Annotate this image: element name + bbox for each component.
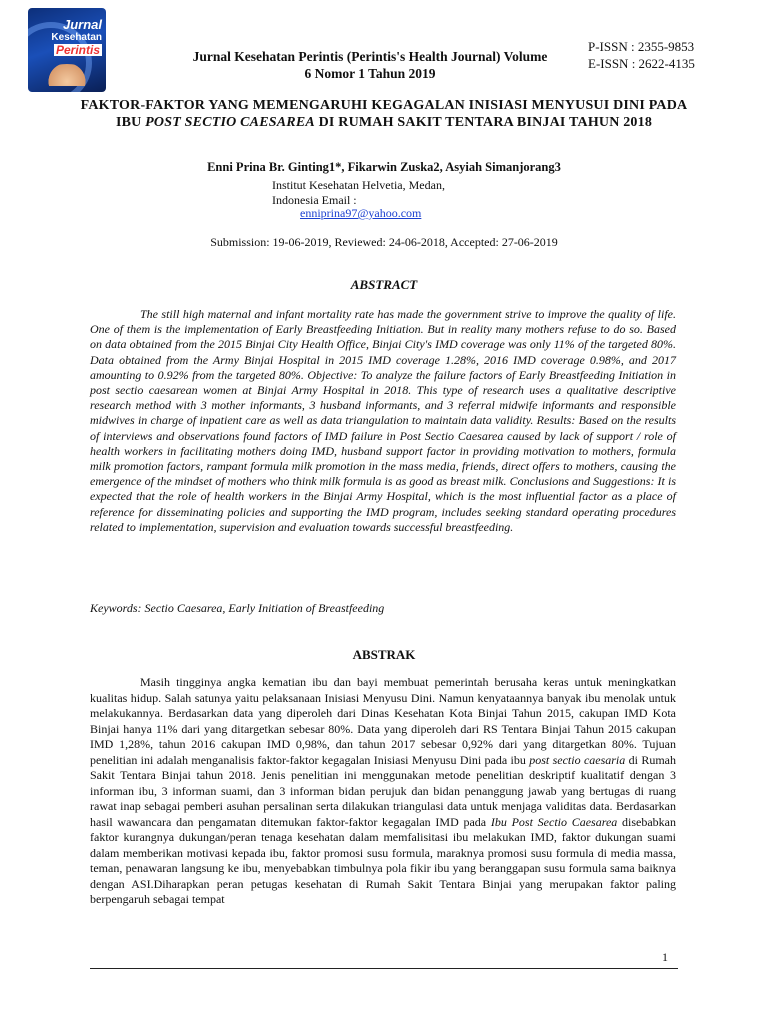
submission-dates: Submission: 19-06-2019, Reviewed: 24-06-2018, Accepted: 27-06-2019	[210, 235, 558, 249]
logo-hands-graphic	[42, 64, 92, 86]
abstrak-italic-1: post sectio caesaria	[529, 752, 626, 767]
country-email-label: Indonesia Email :	[272, 193, 357, 207]
keywords: Keywords: Sectio Caesarea, Early Initiation of Breastfeeding	[90, 601, 385, 615]
abstrak-text-2: di Rumah Sakit Tentara Binjai tahun 2018. Jenis penelitian ini menggunakan metode penelitian deskriptif kualitatif dengan 3 informan ibu, 3 informan suami, dan 3 informan bidan perujuk dan bidan penanggung jawab yang bertugas di ruang rawat inap sebagai pemberi asuhan persalinan serta dilakukan triangulasi data untuk menjaga validitas data. Berdasarkan hasil wawancara dan pengamatan ditemukan faktor-faktor kegagalan IMD pada	[90, 752, 676, 829]
abstract-heading: ABSTRACT	[350, 277, 418, 292]
abstrak-heading: ABSTRAK	[352, 647, 416, 662]
logo-text-jurnal: Jurnal	[62, 17, 102, 32]
journal-logo	[28, 8, 106, 92]
title-part-2: DI RUMAH SAKIT TENTARA BINJAI TAHUN 2018	[314, 115, 653, 130]
logo-text-kesehatan: Kesehatan	[51, 32, 102, 43]
logo-text-perintis: Perintis	[55, 43, 100, 57]
journal-header: Jurnal Kesehatan Perintis (Perintis's Health Journal) Volume 6 Nomor 1 Tahun 2019	[192, 49, 548, 81]
abstrak-italic-2: Ibu Post Sectio Caesarea	[490, 814, 618, 829]
affiliation	[272, 178, 445, 208]
institution: Institut Kesehatan Helvetia, Medan,	[272, 178, 445, 192]
abstract-body: The still high maternal and infant mortality rate has made the government strive to improve the quality of life. One of them is the implementation of Early Breastfeeding Initiation. But in reality many mothers refuse to do so. Based on data obtained from the 2015 Binjai City Health Office, Binjai City's IMD coverage was only 11% of the targeted 80%. Data obtained from the Army Binjai Hospital in 2015 IMD coverage 1.28%, 2016 IMD coverage 0.98%, and 2017 amounting to 0.92% from the targeted 80%. Objective: To analyze the failure factors of Early Breastfeeding Initiation in post sectio caesarean women at Binjai Army Hospital in 2018. This type of research uses a qualitative descriptive research method with 3 mother informants, 3 husband informants, and 3 referral midwife informants and responsible midwives in charge of inpatient care as well as data triangulation to maintain data validity. Results: Based on the results of interviews and observations found factors of IMD failure in Post Sectio Caesarea caused by lack of support / role of health workers in facilitating mothers doing IMD, husband support factor in providing motivation to mothers, formula milk promotion factors, rampant formula milk promotion in the mass media, friends, direct offers to mothers, causing the emergence of the mindset of mothers who think milk formula is as good as breast milk. Conclusions and Suggestions: It is expected that the role of health workers in the Binjai Army Hospital, which is the most influential factor as a place of reference for disseminating policies and supporting the IMD program, includes seeking standard operating procedures related to implementation, supervision and evaluation towards successful breastfeeding.	[90, 307, 676, 534]
abstrak-text-3: disebabkan faktor kurangnya dukungan/peran tenaga kesehatan dalam memfalisitasi ibu melakukan IMD, faktor dukungan suami dalam memberikan motivasi kepada ibu, faktor promosi susu formula, maraknya promosi susu formula di media massa, teman, penawaran langsung ke ibu, menyebabkan timbulnya pola fikir ibu yang beranggapan susu formula sama baiknya dengan ASI.Diharapkan peran petugas kesehatan di Rumah Sakit Tentara Binjai yang merupakan faktor paling berpengaruh sebagai tempat	[90, 814, 676, 906]
footer-rule	[90, 968, 678, 969]
author-email-link[interactable]: enniprina97@yahoo.com	[300, 206, 422, 220]
abstrak-text-1: Masih tingginya angka kematian ibu dan bayi membuat pemerintah berusaha keras untuk meningkatkan kualitas hidup. Salah satunya yaitu pelaksanaan Inisiasi Menyusu Dini. Namun kenyataannya banyak ibu menolak untuk melakukannya. Berdasarkan data yang diperoleh dari Dinas Kesehatan Kota Binjai Tahun 2015, cakupan IMD Kota Binjai hanya 11% dari yang ditargetkan sebesar 80%. Data yang diperoleh dari RS Tentara Binjai Tahun 2015 cakupan IMD 1,28%, tahun 2016 cakupan IMD 0,98%, dan tahun 2017 sebesar 0,92% dari yang ditargetkan 80%. Tujuan penelitian ini adalah menganalisis faktor-faktor kegagalan Inisiasi Menyusu Dini pada ibu	[90, 675, 676, 767]
issn-block	[588, 38, 695, 72]
article-title	[80, 97, 688, 131]
title-italic: POST SECTIO CAESAREA	[145, 115, 315, 130]
electronic-issn: E-ISSN : 2622-4135	[588, 56, 695, 71]
title-part-1: FAKTOR-FAKTOR YANG MEMENGARUHI KEGAGALAN INISIASI MENYUSUI DINI PADA IBU	[80, 98, 688, 130]
print-issn: P-ISSN : 2355-9853	[588, 39, 695, 54]
page-number: 1	[662, 950, 668, 964]
author-list: Enni Prina Br. Ginting1*, Fikarwin Zuska2, Asyiah Simanjorang3	[207, 160, 561, 174]
abstrak-body	[90, 675, 676, 908]
